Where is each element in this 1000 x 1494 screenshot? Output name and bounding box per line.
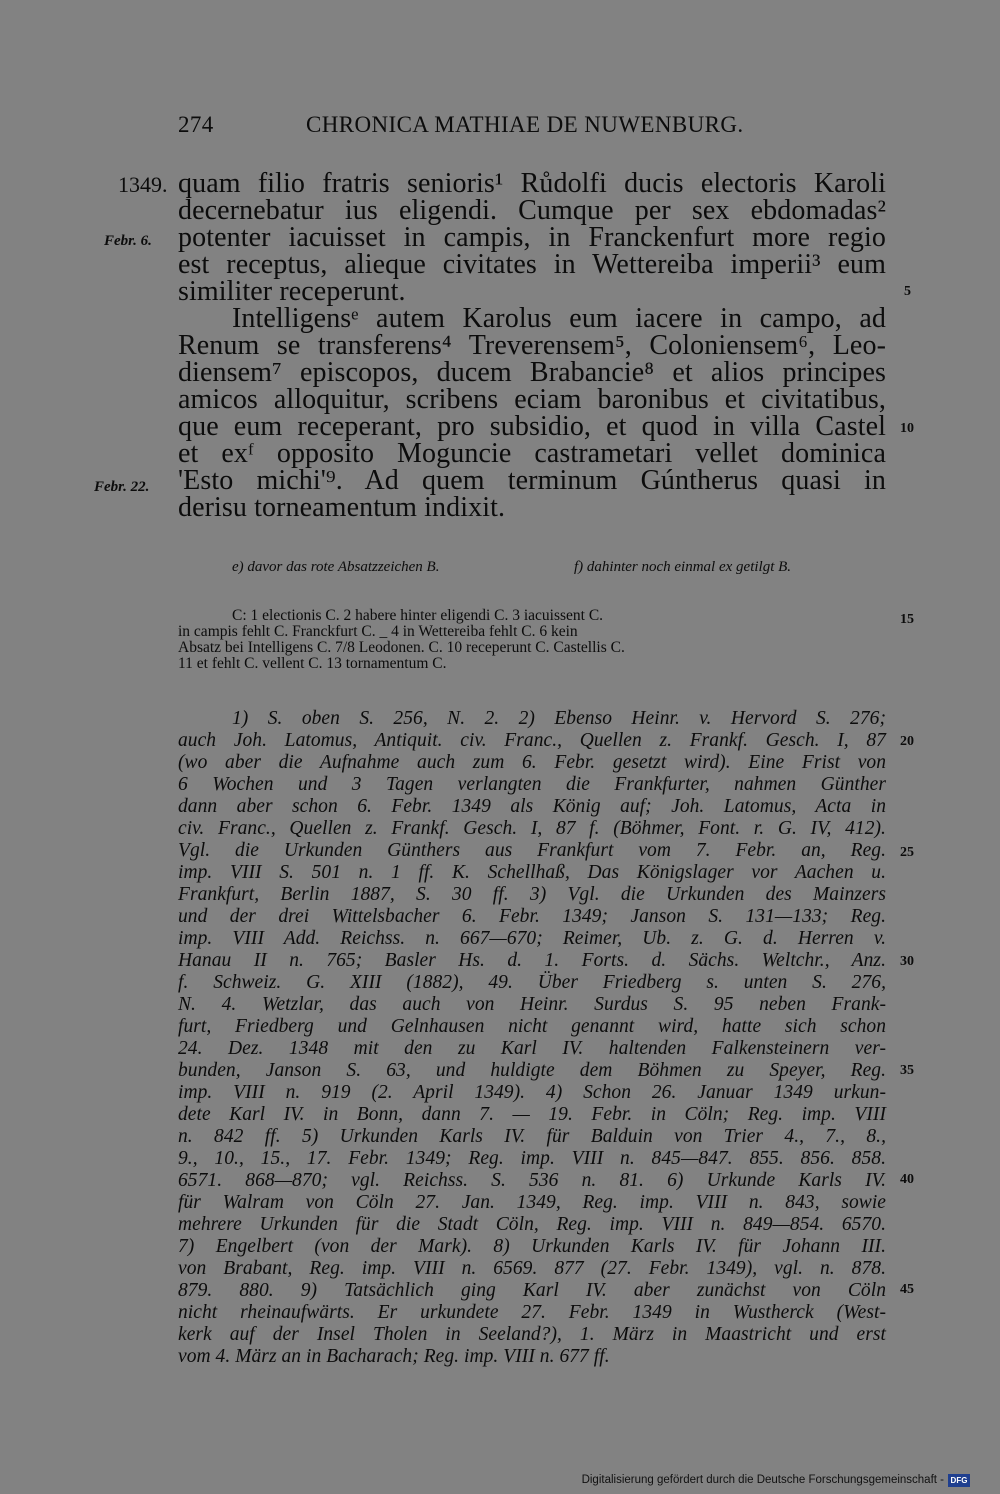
footnote-line: 6 Wochen und 3 Tagen verlangten die Frankfurter, nahmen Günther xyxy=(178,774,886,795)
footnote-line: (wo aber die Aufnahme auch zum 6. Febr. gesetzt wird). Eine Frist von xyxy=(178,752,886,773)
footnote-line: imp. VIII Add. Reichss. n. 667—670; Reimer, Ub. z. G. d. Herren v. xyxy=(178,928,886,949)
apparatus-note-f: f) dahinter noch einmal ex getilgt B. xyxy=(574,559,792,575)
variant-line: C: 1 electionis C. 2 habere hinter eligendi C. 3 iacuissent C. xyxy=(232,607,604,624)
main-text-line: quam filio fratris senioris¹ Růdolfi ducis electoris Karoli xyxy=(178,168,886,199)
dfg-logo-icon: DFG xyxy=(948,1474,970,1487)
main-text-line: potenter iacuisset in campis, in Franckenfurt more regio xyxy=(178,222,886,253)
main-text-line: Renum se transferens⁴ Treverensem⁵, Coloniensem⁶, Leo- xyxy=(178,330,886,361)
footnote-line: dann aber schon 6. Febr. 1349 als König auf; Joh. Latomus, Acta in xyxy=(178,796,886,817)
footnote-line: von Brabant, Reg. imp. VIII n. 6569. 877 (27. Febr. 1349), vgl. n. 878. xyxy=(178,1258,886,1279)
line-number: 45 xyxy=(900,1282,914,1297)
footnote-line: bunden, Janson S. 63, und huldigte dem Böhmen zu Speyer, Reg. xyxy=(178,1060,886,1081)
margin-date-feb-22: Febr. 22. xyxy=(94,479,150,495)
apparatus-note-e: e) davor das rote Absatzzeichen B. xyxy=(232,559,440,575)
margin-year: 1349. xyxy=(118,172,168,197)
line-number: 20 xyxy=(900,734,914,749)
footnote-line: n. 842 ff. 5) Urkunden Karls IV. für Balduin von Trier 4., 7., 8., xyxy=(178,1126,886,1147)
variant-line: Absatz bei Intelligens C. 7/8 Leodonen. C. 10 receperunt C. Castellis C. xyxy=(178,639,625,656)
main-text-line: decernebatur ius eligendi. Cumque per sex ebdomadas² xyxy=(178,195,886,226)
footnote-line: furt, Friedberg und Gelnhausen nicht genannt wird, hatte sich schon xyxy=(178,1016,886,1037)
variant-line: in campis fehlt C. Franckfurt C. _ 4 in Wettereiba fehlt C. 6 kein xyxy=(178,623,578,640)
variant-line: 11 et fehlt C. vellent C. 13 tornamentum C. xyxy=(178,655,447,672)
digitization-credit xyxy=(582,1472,970,1488)
footnote-line: N. 4. Wetzlar, das auch von Heinr. Surdus S. 95 neben Frank- xyxy=(178,994,886,1015)
footnote-line: f. Schweiz. G. XIII (1882), 49. Über Friedberg s. unten S. 276, xyxy=(178,972,886,993)
footnote-line: 9., 10., 15., 17. Febr. 1349; Reg. imp. VIII n. 845—847. 855. 856. 858. xyxy=(178,1148,886,1169)
main-text-line: que eum receperant, pro subsidio, et quod in villa Castel xyxy=(178,411,886,442)
critical-apparatus-variants xyxy=(178,608,886,674)
footnote-line: imp. VIII n. 919 (2. April 1349). 4) Schon 26. Januar 1349 urkun- xyxy=(178,1082,886,1103)
footnote-line: vom 4. März an in Bacharach; Reg. imp. VIII n. 677 ff. xyxy=(178,1346,610,1367)
running-title: CHRONICA MATHIAE DE NUWENBURG. xyxy=(306,112,744,137)
critical-apparatus-letters xyxy=(232,559,886,579)
footnote-line: Frankfurt, Berlin 1887, S. 30 ff. 3) Vgl. die Urkunden des Mainzers xyxy=(178,884,886,905)
main-text-line: est receptus, alieque civitates in Wettereiba imperii³ eum xyxy=(178,249,886,280)
footnote-line: 6571. 868—870; vgl. Reichss. S. 536 n. 81. 6) Urkunde Karls IV. xyxy=(178,1170,886,1191)
main-text-line: Intelligensᵉ autem Karolus eum iacere in campo, ad xyxy=(232,303,886,334)
footnote-line: nicht rheinaufwärts. Er urkundete 27. Febr. 1349 in Wustherck (West- xyxy=(178,1302,886,1323)
line-number: 35 xyxy=(900,1063,914,1078)
footnote-line: mehrere Urkunden für die Stadt Cöln, Reg. imp. VIII n. 849—854. 6570. xyxy=(178,1214,886,1235)
footnote-line: Hanau II n. 765; Basler Hs. d. 1. Forts. d. Sächs. Weltchr., Anz. xyxy=(178,950,886,971)
footnote-line: und der drei Wittelsbacher 6. Febr. 1349; Janson S. 131—133; Reg. xyxy=(178,906,886,927)
footnote-line: dete Karl IV. in Bonn, dann 7. — 19. Febr. in Cöln; Reg. imp. VIII xyxy=(178,1104,886,1125)
footnote-line: 1) S. oben S. 256, N. 2. 2) Ebenso Heinr. v. Hervord S. 276; xyxy=(232,708,886,729)
footnote-line: kerk auf der Insel Tholen in Seeland?), 1. März in Maastricht und erst xyxy=(178,1324,886,1345)
line-number: 5 xyxy=(904,284,911,299)
main-text-line: 'Esto michi'⁹. Ad quem terminum Gúntherus quasi in xyxy=(178,465,886,496)
line-number: 40 xyxy=(900,1172,914,1187)
footnote-line: auch Joh. Latomus, Antiquit. civ. Franc., Quellen z. Frankf. Gesch. I, 87 xyxy=(178,730,886,751)
footnote-line: 879. 880. 9) Tatsächlich ging Karl IV. aber zunächst von Cöln xyxy=(178,1280,886,1301)
footnote-line: imp. VIII S. 501 n. 1 ff. K. Schellhaß, Das Königslager vor Aachen u. xyxy=(178,862,886,883)
main-text-line: derisu torneamentum indixit. xyxy=(178,492,506,523)
footnote-line: 24. Dez. 1348 mit den zu Karl IV. haltenden Falkensteinern ver- xyxy=(178,1038,886,1059)
line-number: 10 xyxy=(900,421,914,436)
margin-date-feb-6: Febr. 6. xyxy=(104,233,152,249)
footnote-line: Vgl. die Urkunden Günthers aus Frankfurt vom 7. Febr. an, Reg. xyxy=(178,840,886,861)
line-number: 25 xyxy=(900,845,914,860)
running-header xyxy=(178,112,896,146)
main-text-line: diensem⁷ episcopos, ducem Brabancie⁸ et alios principes xyxy=(178,357,886,388)
line-number: 15 xyxy=(900,612,914,627)
footnote-line: für Walram von Cöln 27. Jan. 1349, Reg. imp. VIII n. 843, sowie xyxy=(178,1192,886,1213)
line-number: 30 xyxy=(900,954,914,969)
main-text-line: et exᶠ opposito Moguncie castrametari vellet dominica xyxy=(178,438,886,469)
main-text-line: amicos alloquitur, scribens eciam baronibus et civitatibus, xyxy=(178,384,886,415)
page-number: 274 xyxy=(178,112,214,137)
footnote-line: civ. Franc., Quellen z. Frankf. Gesch. I, 87 f. (Böhmer, Font. r. G. IV, 412). xyxy=(178,818,886,839)
footnote-line: 7) Engelbert (von der Mark). 8) Urkunden Karls IV. für Johann III. xyxy=(178,1236,886,1257)
credit-text: Digitalisierung gefördert durch die Deutsche Forschungsgemeinschaft - xyxy=(581,1474,944,1486)
main-text-line: similiter receperunt. xyxy=(178,276,406,307)
